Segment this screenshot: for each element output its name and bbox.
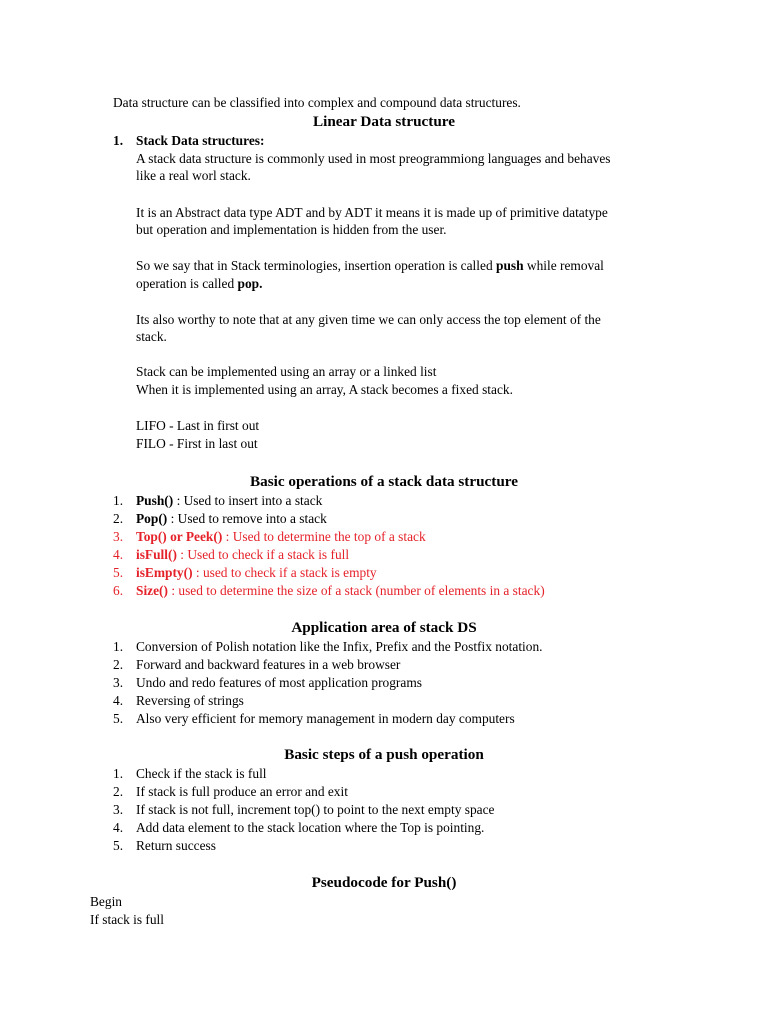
list-item: 5. Also very efficient for memory management in modern day computers	[113, 711, 515, 726]
paragraph-line: stack.	[136, 329, 167, 344]
paragraph-line: It is an Abstract data type ADT and by ADT it means it is made up of primitive datatype	[136, 205, 608, 220]
list-item: 5. isEmpty() : used to check if a stack is empty	[113, 565, 377, 580]
heading-basic-operations: Basic operations of a stack data structure	[249, 473, 518, 490]
heading-application-area: Application area of stack DS	[291, 619, 477, 636]
stack-title: Stack Data structures:	[136, 133, 265, 148]
push-term: push	[496, 258, 524, 273]
filo-line: FILO - First in last out	[136, 436, 258, 451]
application-list	[113, 638, 543, 728]
heading-linear: Linear Data structure	[312, 113, 455, 130]
lifo-line: LIFO - Last in first out	[136, 418, 260, 433]
list-item: 2. If stack is full produce an error and exit	[113, 784, 348, 799]
paragraph-line: A stack data structure is commonly used in most preogrammiong languages and behaves	[136, 151, 611, 166]
heading-push-steps: Basic steps of a push operation	[284, 746, 484, 763]
list-item: 1. Conversion of Polish notation like the Infix, Prefix and the Postfix notation.	[113, 639, 543, 654]
pseudocode-line: Begin	[90, 894, 122, 909]
pop-term: pop.	[237, 276, 263, 291]
list-item: 6. Size() : used to determine the size of a stack (number of elements in a stack)	[113, 583, 545, 598]
intro-text: Data structure can be classified into complex and compound data structures.	[113, 95, 521, 110]
paragraph-line: but operation and implementation is hidden from the user.	[136, 222, 447, 237]
list-item: 3. If stack is not full, increment top() to point to the next empty space	[113, 802, 495, 817]
item-number: 1.	[113, 133, 124, 148]
list-item: 4. Reversing of strings	[113, 693, 244, 708]
paragraph-line: Its also worthy to note that at any given time we can only access the top element of the	[136, 312, 601, 327]
paragraph-line: operation is called pop.	[136, 276, 263, 291]
list-item: 3. Undo and redo features of most application programs	[113, 675, 422, 690]
list-item: 5. Return success	[113, 838, 216, 853]
list-item: 4. Add data element to the stack location where the Top is pointing.	[113, 820, 485, 835]
list-item: 1. Check if the stack is full	[113, 766, 267, 781]
paragraph-line: like a real worl stack.	[136, 168, 251, 183]
paragraph-line: So we say that in Stack terminologies, insertion operation is called push while removal	[136, 258, 604, 273]
pseudocode-line: If stack is full	[90, 912, 165, 927]
list-item: 2. Pop() : Used to remove into a stack	[113, 511, 327, 526]
list-item: 1. Push() : Used to insert into a stack	[113, 493, 323, 508]
operations-list	[113, 492, 545, 600]
paragraph-line: When it is implemented using an array, A stack becomes a fixed stack.	[136, 382, 513, 397]
list-item: 2. Forward and backward features in a web browser	[113, 657, 401, 672]
push-steps-list	[113, 765, 494, 855]
heading-pseudocode: Pseudocode for Push()	[311, 874, 457, 891]
list-item: 4. isFull() : Used to check if a stack is full	[113, 547, 350, 562]
paragraph-line: Stack can be implemented using an array or a linked list	[136, 364, 437, 379]
list-item: 3. Top() or Peek() : Used to determine the top of a stack	[113, 529, 426, 544]
